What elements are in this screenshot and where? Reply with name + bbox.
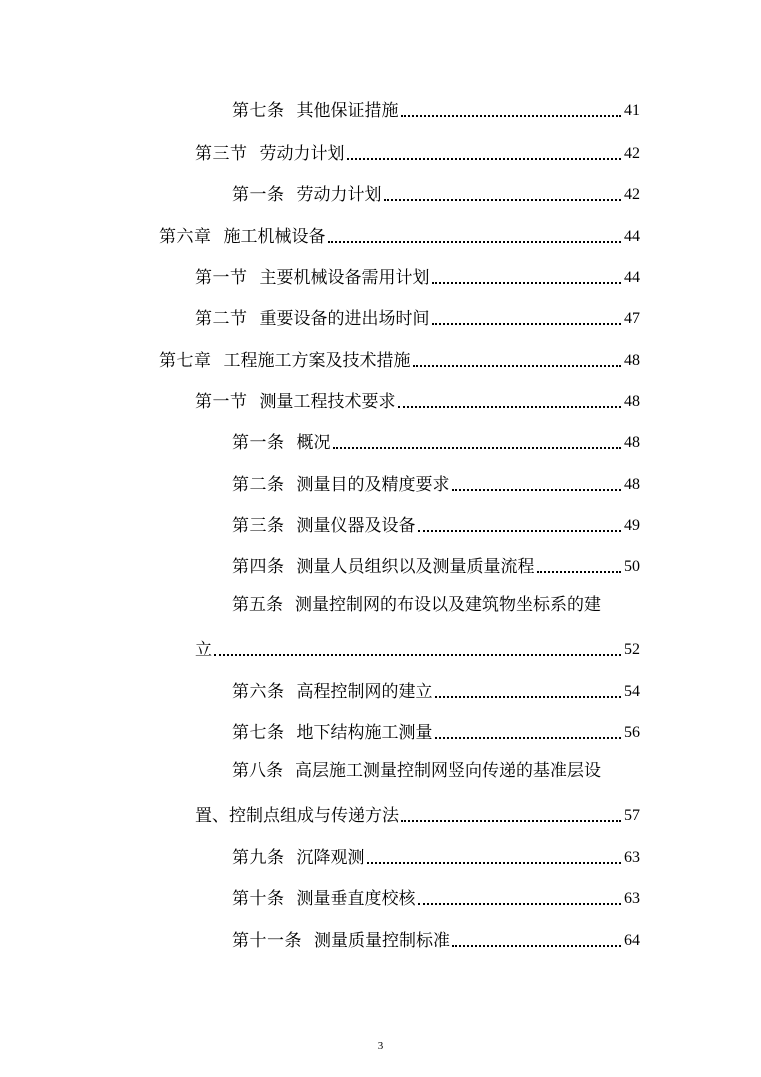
dot-leader bbox=[418, 529, 622, 532]
dot-leader bbox=[401, 819, 621, 822]
toc-entry-title: 劳动力计划 bbox=[259, 144, 345, 164]
toc-entry-page: 52 bbox=[624, 641, 640, 658]
toc-entry[interactable] bbox=[159, 222, 640, 248]
toc-entry-page: 54 bbox=[624, 683, 640, 700]
toc-entry-number: 第一条 bbox=[232, 433, 285, 453]
dot-leader bbox=[398, 405, 622, 408]
dot-leader bbox=[347, 157, 622, 160]
toc-entry[interactable] bbox=[159, 346, 640, 372]
dot-leader bbox=[214, 653, 621, 656]
toc-entry-title: 工程施工方案及技术措施 bbox=[223, 351, 411, 371]
toc-entry-title: 施工机械设备 bbox=[223, 227, 326, 247]
toc-entry-title: 主要机械设备需用计划 bbox=[259, 268, 430, 288]
toc-entry-title: 高程控制网的建立 bbox=[296, 682, 433, 702]
toc-entry-number: 第三条 bbox=[232, 516, 285, 536]
toc-entry-page: 41 bbox=[624, 102, 640, 119]
toc-entry-number: 第二条 bbox=[232, 475, 285, 495]
toc-entry-title: 地下结构施工测量 bbox=[296, 723, 433, 743]
dot-leader bbox=[537, 570, 622, 573]
toc-entry-number: 第二节 bbox=[195, 309, 248, 329]
toc-entry-title-continued: 立 bbox=[195, 640, 212, 660]
toc-entry-number: 第七条 bbox=[232, 101, 285, 121]
toc-entry-title: 测量控制网的布设以及建筑物坐标系的建 bbox=[295, 595, 601, 615]
toc-entry[interactable] bbox=[195, 387, 640, 413]
toc-entry-title: 高层施工测量控制网竖向传递的基准层设 bbox=[295, 761, 601, 781]
toc-entry-page: 47 bbox=[624, 310, 640, 327]
toc-entry-title: 劳动力计划 bbox=[296, 185, 382, 205]
toc-entry-number: 第十一条 bbox=[232, 931, 302, 951]
toc-entry-title: 测量质量控制标准 bbox=[314, 931, 450, 951]
toc-entry-title-continued: 置、控制点组成与传递方法 bbox=[195, 806, 399, 826]
toc-entry[interactable] bbox=[232, 511, 640, 537]
toc-entry[interactable] bbox=[232, 180, 640, 206]
toc-entry-number: 第六条 bbox=[232, 682, 285, 702]
toc-entry-page: 48 bbox=[624, 393, 640, 410]
toc-entry-continuation[interactable] bbox=[195, 635, 640, 661]
toc-entry-number: 第九条 bbox=[232, 848, 285, 868]
page-number: 3 bbox=[377, 1040, 384, 1052]
dot-leader bbox=[328, 240, 622, 243]
toc-entry-number: 第六章 bbox=[159, 227, 212, 247]
toc-entry-first-line[interactable] bbox=[232, 594, 601, 620]
toc-entry-page: 64 bbox=[624, 932, 640, 949]
toc-entry-title: 沉降观测 bbox=[296, 848, 365, 868]
toc-entry[interactable] bbox=[232, 677, 640, 703]
toc-entry-page: 48 bbox=[624, 476, 640, 493]
toc-entry-page: 49 bbox=[624, 517, 640, 534]
toc-entry-title: 测量目的及精度要求 bbox=[296, 475, 450, 495]
toc-entry-page: 63 bbox=[624, 890, 640, 907]
toc-entry[interactable] bbox=[232, 470, 640, 496]
toc-entry[interactable] bbox=[195, 304, 640, 330]
toc-entry[interactable] bbox=[232, 96, 640, 122]
dot-leader bbox=[435, 736, 622, 739]
toc-entry-first-line[interactable] bbox=[232, 760, 601, 786]
toc-entry-number: 第一条 bbox=[232, 185, 285, 205]
toc-entry[interactable] bbox=[232, 552, 640, 578]
toc-entry-number: 第七章 bbox=[159, 351, 212, 371]
dot-leader bbox=[432, 281, 622, 284]
toc-entry-page: 50 bbox=[624, 558, 640, 575]
toc-entry-page: 48 bbox=[624, 434, 640, 451]
toc-entry-number: 第五条 bbox=[232, 595, 283, 615]
toc-entry-page: 48 bbox=[624, 352, 640, 369]
dot-leader bbox=[452, 488, 622, 491]
toc-entry-number: 第十条 bbox=[232, 889, 285, 909]
toc-entry-page: 56 bbox=[624, 724, 640, 741]
dot-leader bbox=[401, 114, 622, 117]
toc-entry-title: 其他保证措施 bbox=[296, 101, 399, 121]
toc-entry-page: 57 bbox=[624, 807, 640, 824]
toc-entry-number: 第四条 bbox=[232, 557, 285, 577]
toc-entry[interactable] bbox=[232, 428, 640, 454]
toc-entry-number: 第三节 bbox=[195, 144, 248, 164]
toc-entry-number: 第一节 bbox=[195, 268, 248, 288]
toc-entry[interactable] bbox=[232, 926, 640, 952]
toc-entry[interactable] bbox=[195, 263, 640, 289]
dot-leader bbox=[367, 861, 622, 864]
toc-entry-continuation[interactable] bbox=[195, 801, 640, 827]
toc-entry-page: 44 bbox=[624, 269, 640, 286]
dot-leader bbox=[333, 446, 622, 449]
toc-entry-title: 测量仪器及设备 bbox=[296, 516, 416, 536]
dot-leader bbox=[435, 695, 622, 698]
dot-leader bbox=[418, 902, 622, 905]
toc-entry-title: 重要设备的进出场时间 bbox=[259, 309, 430, 329]
toc-entry-number: 第一节 bbox=[195, 392, 248, 412]
toc-entry-page: 42 bbox=[624, 186, 640, 203]
toc-entry[interactable] bbox=[232, 884, 640, 910]
toc-entry-number: 第八条 bbox=[232, 761, 283, 781]
toc-entry-title: 概况 bbox=[296, 433, 331, 453]
toc-entry-title: 测量人员组织以及测量质量流程 bbox=[296, 557, 535, 577]
toc-entry-page: 42 bbox=[624, 145, 640, 162]
toc-entry-title: 测量垂直度校核 bbox=[296, 889, 416, 909]
toc-entry-title: 测量工程技术要求 bbox=[259, 392, 396, 412]
toc-entry-page: 44 bbox=[624, 228, 640, 245]
toc-entry[interactable] bbox=[232, 843, 640, 869]
toc-entry[interactable] bbox=[232, 718, 640, 744]
dot-leader bbox=[452, 944, 621, 947]
toc-entry[interactable] bbox=[195, 139, 640, 165]
dot-leader bbox=[413, 364, 622, 367]
dot-leader bbox=[432, 322, 622, 325]
dot-leader bbox=[384, 198, 622, 201]
toc-entry-number: 第七条 bbox=[232, 723, 285, 743]
toc-entry-page: 63 bbox=[624, 849, 640, 866]
